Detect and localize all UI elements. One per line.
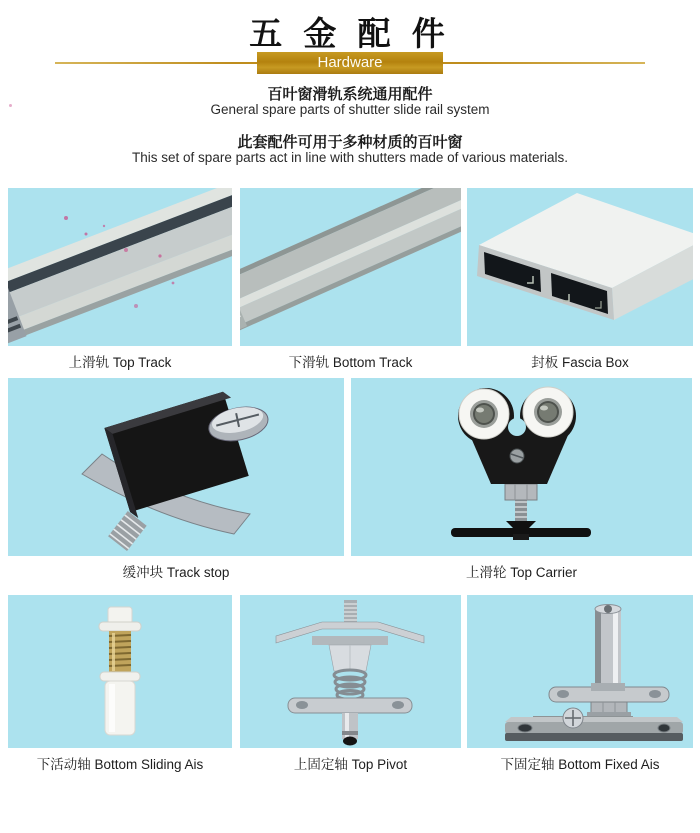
bottom-track-image [240, 188, 461, 346]
product-label-bottom-fixed-axis: 下固定轴 Bottom Fixed Ais [500, 757, 660, 772]
product-label-top-pivot: 上固定轴 Top Pivot [293, 757, 408, 772]
product-cell-bottom-fixed-axis [467, 595, 693, 748]
top-pivot-image [240, 595, 461, 748]
product-label-bottom-sliding-axis: 下活动轴 Bottom Sliding Ais [36, 757, 204, 772]
product-cell-bottom-sliding-axis [8, 595, 232, 748]
top-carrier-image [351, 378, 692, 556]
product-cell-bottom-track [240, 188, 461, 346]
subtitle-en: General spare parts of shutter slide rail system [210, 102, 490, 117]
product-cell-fascia-box [467, 188, 693, 346]
subtitle-zh: 百叶窗滑轨系统通用配件 [267, 86, 433, 103]
track-stop-image [8, 378, 344, 556]
product-label-top-carrier: 上滑轮 Top Carrier [465, 565, 578, 580]
product-label-fascia-box: 封板 Fascia Box [531, 355, 629, 370]
hardware-badge: Hardware [257, 52, 443, 74]
product-label-top-track: 上滑轨 Top Track [68, 355, 172, 370]
page-title: 五 金 配 件 [249, 15, 451, 52]
bottom-sliding-axis-image [8, 595, 232, 748]
product-label-bottom-track: 下滑轨 Bottom Track [288, 355, 413, 370]
top-track-image [8, 188, 232, 346]
description-zh: 此套配件可用于多种材质的百叶窗 [237, 134, 463, 151]
product-cell-top-pivot [240, 595, 461, 748]
ink-speck [9, 104, 12, 107]
product-cell-top-track [8, 188, 232, 346]
product-cell-top-carrier [351, 378, 692, 556]
description-en: This set of spare parts act in line with shutters made of various materials. [132, 150, 568, 165]
bottom-fixed-axis-image [467, 595, 693, 748]
product-label-track-stop: 缓冲块 Track stop [122, 565, 230, 580]
product-cell-track-stop [8, 378, 344, 556]
fascia-box-image [467, 188, 693, 346]
